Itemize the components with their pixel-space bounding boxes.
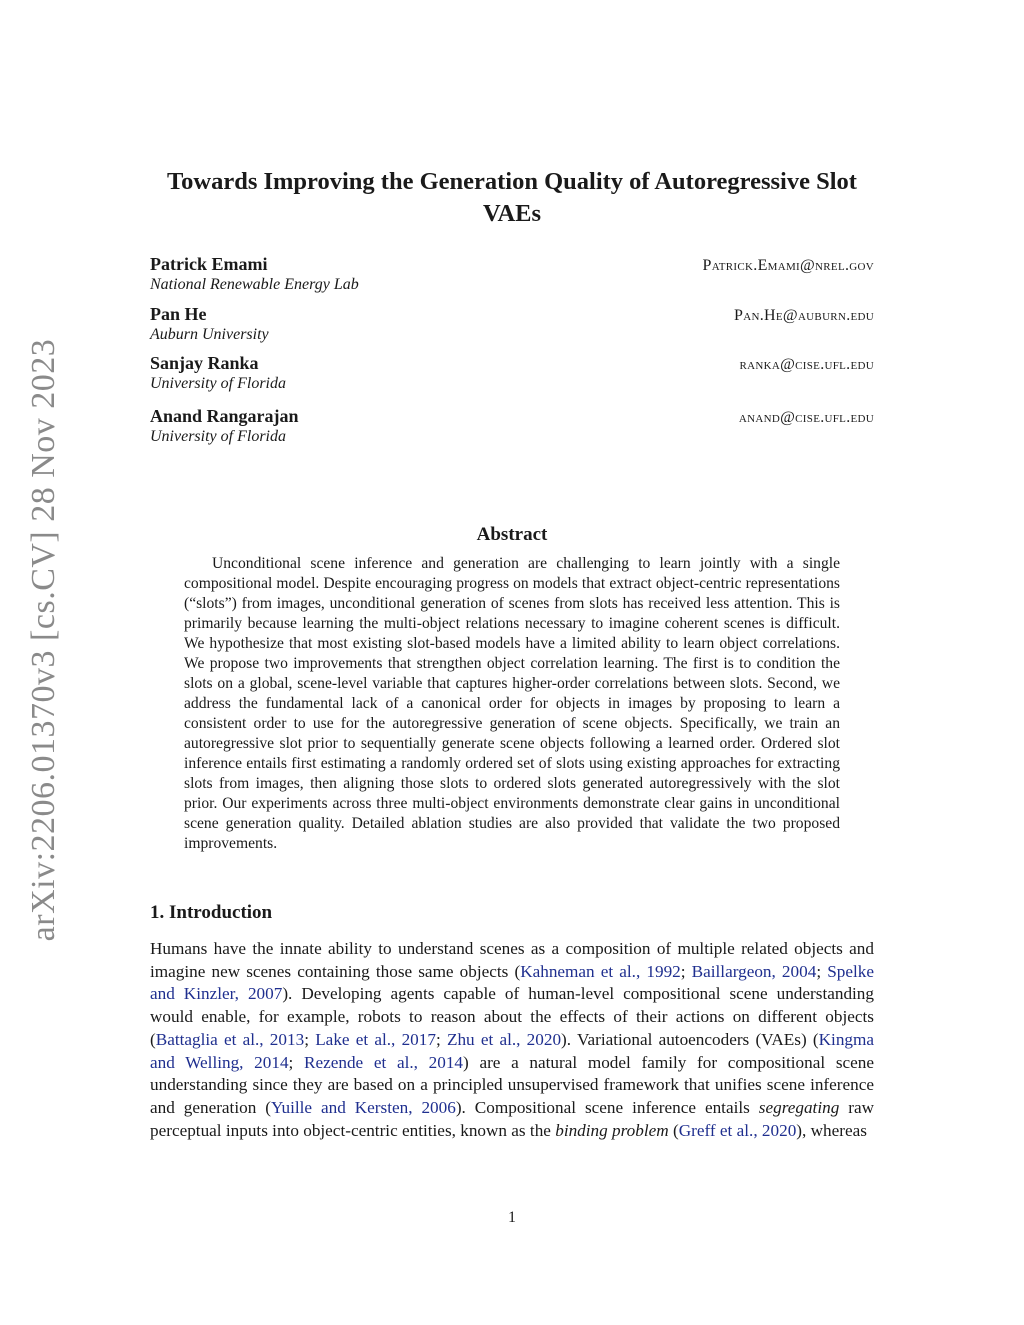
section-heading: 1. Introduction — [150, 902, 273, 923]
author-name: Anand Rangarajan — [150, 406, 299, 426]
abstract-heading: Abstract — [476, 524, 548, 545]
author-email[interactable]: anand@cise.ufl.edu — [738, 409, 874, 426]
citation-link[interactable]: Kahneman et al., 1992 — [520, 961, 681, 981]
abstract-text: Unconditional scene inference and generation are challenging to learn jointly with a single compositional model. Despite encouraging progress on models that extract object-centric representations (“slots”) from images, unconditional generation of scenes from slots has received less attention. This is primarily because learning the multi-object relations necessary to imagine coherent scenes is difficult. We hypothesize that most existing slot-based models have a limited ability to learn object correlations. We propose two improvements that strengthen object correlation learning. The first is to condition the slots on a global, scene-level variable that captures higher-order correlations between slots. Second, we address the fundamental lack of a canonical order for objects in images by proposing to learn a consistent order to use for the autoregressive generation of scene objects. Specifically, we train an autoregressive slot prior to sequentially generate scene objects following a learned order. Ordered slot inference entails first estimating a randomly ordered set of slots using existing approaches for extracting slots from images, then aligning those slots to ordered slots generated autoregressively with the slot prior. Our experiments across three multi-object environments demonstrate clear gains in unconditional scene generation quality. Detailed ablation studies are also provided that validate the two proposed improvements. — [184, 555, 840, 852]
citation-link[interactable]: Lake et al., 2017 — [315, 1029, 436, 1049]
citation-link[interactable]: Greff et al., 2020 — [678, 1120, 797, 1140]
author-affiliation: Auburn University — [150, 326, 269, 343]
author-email[interactable]: ranka@cise.ufl.edu — [739, 356, 874, 373]
emphasis-text: binding problem — [555, 1120, 669, 1140]
author-name: Pan He — [150, 304, 207, 324]
author-block — [150, 254, 874, 294]
citation-link[interactable]: Zhu et al., 2020 — [446, 1029, 562, 1049]
author-block — [150, 304, 874, 344]
author-affiliation: National Renewable Energy Lab — [150, 276, 359, 293]
author-email[interactable]: Patrick.Emami@nrel.gov — [702, 257, 874, 274]
author-name: Sanjay Ranka — [150, 353, 259, 373]
author-email[interactable]: Pan.He@auburn.edu — [734, 307, 874, 324]
introduction-paragraph: Humans have the innate ability to understand scenes as a composition of multiple related objects and imagine new scenes containing those same objects (Kahneman et al., 1992; Baillargeon, 2004; Spelke and Kinzler, 2007). Developing agents capable of human-level compositional scene understanding would enable, for example, robots to reason about the effects of their actions on different objects (Battaglia et al., 2013; Lake et al., 2017; Zhu et al., 2020). Variational autoencoders (VAEs) (Kingma and Welling, 2014; Rezende et al., 2014) are a natural model family for compositional scene understanding since they are based on a principled unsupervised framework that unifies scene inference and generation (Yuille and Kersten, 2006). Compositional scene inference entails segregating raw perceptual inputs into object-centric entities, known as the binding problem (Greff et al., 2020), whereas — [150, 939, 875, 1140]
citation-link[interactable]: Yuille and Kersten, 2006 — [270, 1097, 456, 1117]
arxiv-identifier: arXiv:2206.01370v3 [cs.CV] 28 Nov 2023 — [25, 338, 62, 942]
paper-title: Towards Improving the Generation Quality of Autoregressive Slot VAEs — [167, 168, 857, 227]
citation-link[interactable]: Kingma and Welling, 2014 — [150, 1029, 875, 1072]
author-affiliation: University of Florida — [150, 428, 286, 445]
author-block — [150, 406, 874, 446]
citation-link[interactable]: Rezende et al., 2014 — [304, 1052, 464, 1072]
author-block — [150, 353, 874, 393]
citation-link[interactable]: Baillargeon, 2004 — [691, 961, 817, 981]
author-name: Patrick Emami — [150, 254, 268, 274]
author-affiliation: University of Florida — [150, 375, 286, 392]
emphasis-text: segregating — [758, 1097, 840, 1117]
citation-link[interactable]: Battaglia et al., 2013 — [155, 1029, 305, 1049]
citation-link[interactable]: Spelke and Kinzler, 2007 — [150, 961, 874, 1004]
page-number: 1 — [508, 1209, 516, 1226]
